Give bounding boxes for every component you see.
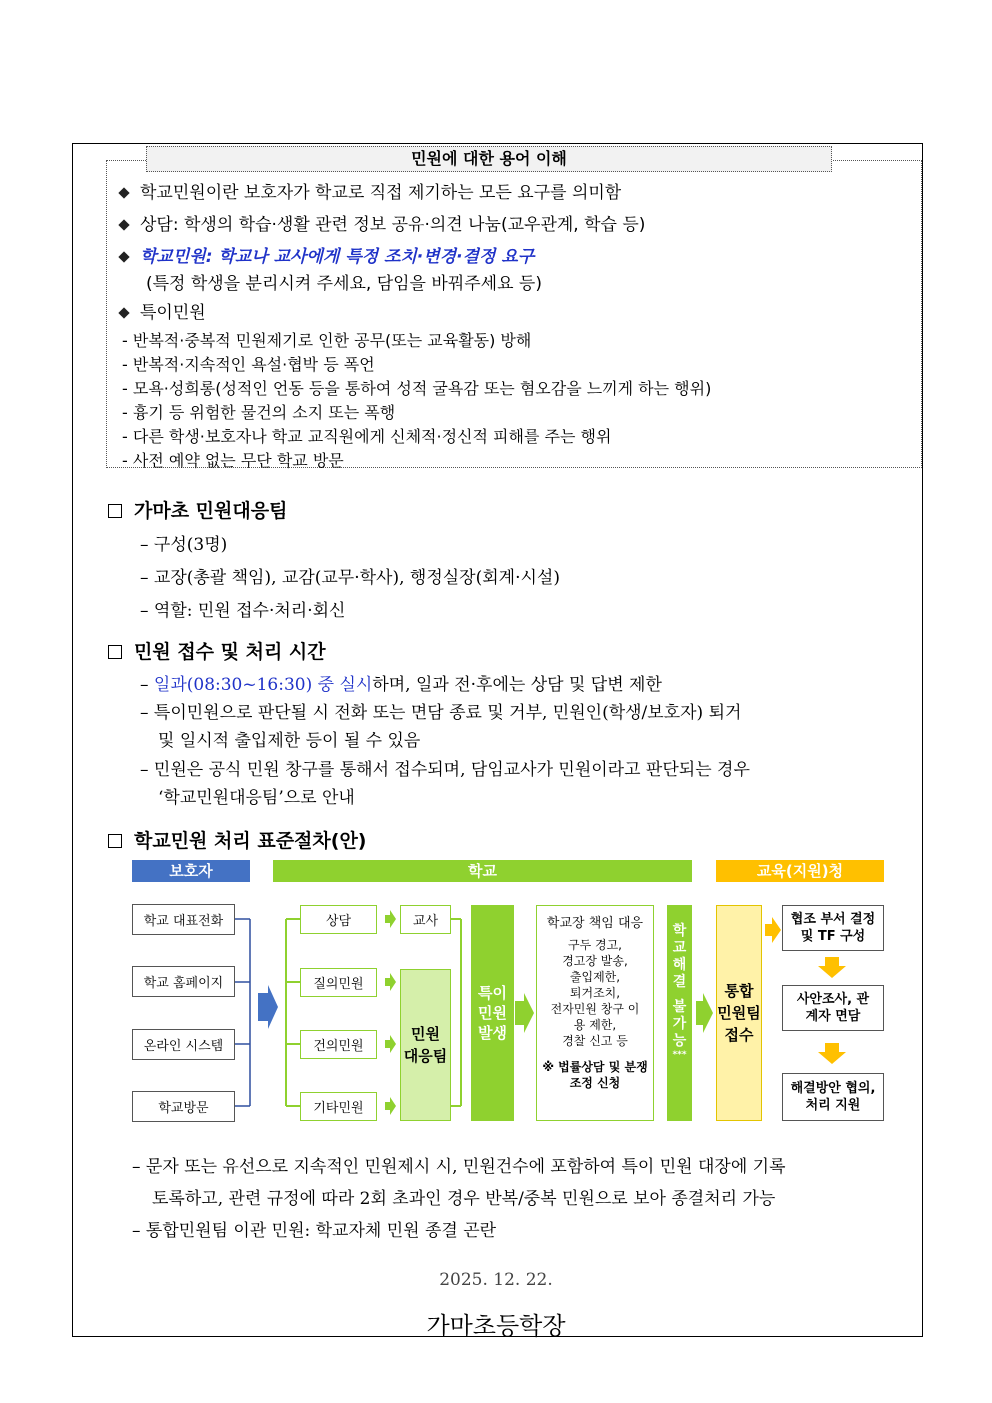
- principal-response-title: 학교장 책임 대응: [546, 916, 644, 931]
- hours-line-3a: – 민원은 공식 민원 창구를 통해서 접수되며, 담임교사가 민원이라고 판단되는 경우: [140, 760, 750, 780]
- note-line-3: – 통합민원팀 이관 민원: 학교자체 민원 종결 곤란: [132, 1221, 497, 1241]
- hours-heading: 민원 접수 및 처리 시간: [108, 637, 326, 664]
- special-item: - 모욕·성희롱(성적인 언동 등을 통하여 성적 굴욕감 또는 혐오감을 느끼게 하는 행위): [122, 379, 712, 398]
- terms-item-3: 학교민원: 학교나 교사에게 특정 조치·변경·결정 요구: [120, 242, 534, 267]
- special-item: - 사전 예약 없는 무단 학교 방문: [122, 451, 344, 470]
- special-item: - 반복적·지속적인 욕설·협박 등 폭언: [122, 355, 375, 374]
- type-suggestion: 건의민원: [300, 1030, 377, 1059]
- office-step-3: 해결방안 협의, 처리 지원: [782, 1073, 884, 1121]
- procedure-heading: 학교민원 처리 표준절차(안): [108, 826, 367, 853]
- signature: 가마초등학장: [426, 1312, 566, 1340]
- terms-item-3-example: (특정 학생을 분리시켜 주세요, 담임을 바꿔주세요 등): [146, 274, 542, 294]
- terms-item-1: 학교민원이란 보호자가 학교로 직접 제기하는 모든 요구를 의미함: [120, 178, 621, 203]
- office-step-2: 사안조사, 관계자 면담: [782, 985, 884, 1031]
- document-date: 2025. 12. 22.: [439, 1270, 553, 1290]
- special-complaint-box: 특이 민원 발생: [471, 905, 514, 1121]
- terms-item-4: 특이민원: [120, 298, 206, 323]
- team-heading: 가마초 민원대응팀: [108, 496, 287, 523]
- terms-title: 민원에 대한 용어 이해: [146, 146, 832, 172]
- hours-line-2b: 및 일시적 출입제한 등이 될 수 있음: [158, 731, 421, 751]
- response-team-box: 민원 대응팀: [400, 969, 451, 1121]
- hours-line-2a: – 특이민원으로 판단될 시 전화 또는 면담 종료 및 거부, 민원인(학생/보호자) 퇴거: [140, 703, 742, 723]
- special-item: - 다른 학생·보호자나 학교 교직원에게 신체적·정신적 피해를 주는 행위: [122, 427, 612, 446]
- header-office: 교육(지원)청: [716, 860, 884, 882]
- header-school: 학교: [273, 860, 692, 882]
- terms-item-2: 상담: 학생의 학습·생활 관련 정보 공유·의견 나눔(교우관계, 학습 등): [120, 210, 645, 235]
- channel-online: 온라인 시스템: [132, 1029, 235, 1060]
- header-guardian: 보호자: [132, 860, 250, 882]
- integrated-team-box: 통합 민원팀 접수: [716, 905, 762, 1121]
- hours-line-3b: ‘학교민원대응팀’으로 안내: [158, 788, 355, 808]
- channel-visit: 학교방문: [132, 1091, 235, 1122]
- channel-phone: 학교 대표전화: [132, 904, 235, 935]
- note-line-1: – 문자 또는 유선으로 지속적인 민원제시 시, 민원건수에 포함하여 특이 민원 대장에 기록: [132, 1157, 786, 1177]
- team-line: – 구성(3명): [140, 535, 228, 555]
- unresolvable-box: 학 교 해 결 불 가 능 ***: [667, 905, 692, 1121]
- note-line-2: 토록하고, 관련 규정에 따라 2회 초과인 경우 반복/중복 민원으로 보아 종결처리 가능: [152, 1189, 776, 1209]
- team-line: – 교장(총괄 책임), 교감(교무·학사), 행정실장(회계·시설): [140, 568, 560, 588]
- special-item: - 흉기 등 위험한 물건의 소지 또는 폭행: [122, 403, 396, 422]
- channel-homepage: 학교 홈페이지: [132, 966, 235, 997]
- team-line: – 역할: 민원 접수·처리·회신: [140, 601, 346, 621]
- type-inquiry: 질의민원: [300, 968, 377, 997]
- hours-line-1: – 일과(08:30~16:30) 중 실시하며, 일과 전·후에는 상담 및 답변 제한: [140, 675, 662, 695]
- type-other: 기타민원: [300, 1092, 377, 1121]
- type-consult: 상담: [300, 905, 377, 934]
- teacher-box: 교사: [400, 905, 451, 934]
- office-step-1: 협조 부서 결정 및 TF 구성: [782, 905, 884, 951]
- special-item: - 반복적·중복적 민원제기로 인한 공무(또는 교육활동) 방해: [122, 331, 532, 350]
- principal-response-box: 학교장 책임 대응 구두 경고, 경고장 발송, 출입제한, 퇴거조치, 전자민원 창구 이 용 제한, 경찰 신고 등 ※ 법률상담 및 분쟁 조정 신청: [536, 905, 654, 1121]
